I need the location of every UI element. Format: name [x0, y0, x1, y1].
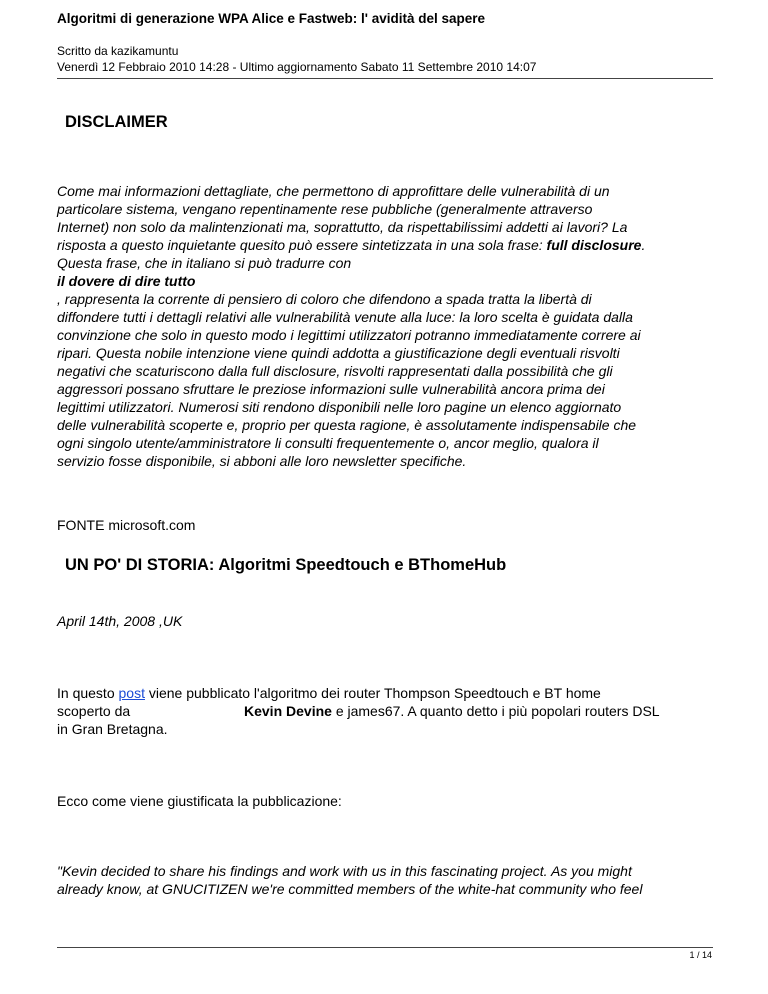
kevin-devine: Kevin Devine: [244, 703, 332, 719]
disclaimer-text: risposta a questo inquietante quesito può essere sintetizzata in una sola frase:: [57, 237, 547, 253]
post-link[interactable]: post: [118, 685, 145, 701]
post-line: [57, 684, 601, 702]
source-note: FONTE microsoft.com: [57, 517, 196, 533]
disclaimer-line: ripari. Questa nobile intenzione viene quindi addotta a giustificazione degli eventuali risvolti: [57, 345, 620, 361]
justification-text: Ecco come viene giustificata la pubblicazione:: [57, 793, 342, 809]
disclaimer-heading: DISCLAIMER: [65, 113, 168, 131]
post-line: in Gran Bretagna.: [57, 721, 168, 737]
period: .: [641, 237, 646, 253]
full-disclosure-term: full disclosure: [546, 237, 642, 253]
page-title: Algoritmi di generazione WPA Alice e Fastweb: l' avidità del sapere: [57, 11, 486, 26]
disclaimer-line: [57, 236, 717, 254]
disclaimer-line: aggressori possano sfruttare le preziose informazioni sulle vulnerabilità ancora prima dei: [57, 381, 605, 397]
storia-heading: UN PO' DI STORIA: Algoritmi Speedtouch e BThomeHub: [65, 556, 507, 574]
footer-divider: [57, 947, 713, 948]
disclaimer-line: Come mai informazioni dettagliate, che permettono di approfittare delle vulnerabilità di un: [57, 183, 610, 199]
post-intro: In questo: [57, 685, 119, 701]
disclaimer-line: particolare sistema, vengano repentinamente rese pubbliche (generalmente attraverso: [57, 201, 593, 217]
disclaimer-line: , rappresenta la corrente di pensiero di coloro che difendono a spada tratta la libertà di: [57, 291, 592, 307]
disclaimer-line: Internet) non solo da malintenzionati ma, soprattutto, da rispettabilissimi addetti ai lavori? La: [57, 219, 628, 235]
date-line: Venerdì 12 Febbraio 2010 14:28 - Ultimo aggiornamento Sabato 11 Settembre 2010 14:07: [57, 60, 537, 74]
post-rest: e james67. A quanto detto i più popolari routers DSL: [331, 703, 660, 719]
quote-paragraph: [57, 862, 717, 898]
quote-line: already know, at GNUCITIZEN we're committed members of the white-hat community who feel: [57, 881, 643, 897]
disclaimer-paragraph: [57, 182, 717, 470]
disclaimer-line: convinzione che solo in questo modo i legittimi utilizzatori potranno immediatamente correre ai: [57, 327, 641, 343]
disclaimer-line: legittimi utilizzatori. Numerosi siti rendono disponibili nelle loro pagine un elenco aggiornato: [57, 399, 622, 415]
dovere-di-dire-tutto: il dovere di dire tutto: [57, 273, 196, 289]
disclaimer-line: diffondere tutti i dettagli relativi alle vulnerabilità venute alla luce: la loro scelta è guidata dalla: [57, 309, 633, 325]
storia-date: April 14th, 2008 ,UK: [57, 613, 183, 629]
post-line: [244, 702, 660, 720]
post-line: scoperto da: [57, 703, 131, 719]
header-divider: [57, 78, 713, 79]
disclaimer-line: Questa frase, che in italiano si può tradurre con: [57, 255, 352, 271]
disclaimer-line: ogni singolo utente/amministratore li consulti frequentemente o, ancor meglio, qualora il: [57, 435, 599, 451]
post-rest: viene pubblicato l'algoritmo dei router Thompson Speedtouch e BT home: [144, 685, 601, 701]
disclaimer-line: servizio fosse disponibile, si abboni alle loro newsletter specifiche.: [57, 453, 467, 469]
quote-line: "Kevin decided to share his findings and work with us in this fascinating project. As you might: [57, 863, 632, 879]
disclaimer-line: negativi che scaturiscono dalla full disclosure, risvolti rappresentati dalla possibilità che gli: [57, 363, 613, 379]
page-number: 1 / 14: [689, 950, 712, 960]
disclaimer-line: delle vulnerabilità scoperte e, proprio per questa ragione, è assolutamente indispensabile che: [57, 417, 637, 433]
author-line: Scritto da kazikamuntu: [57, 44, 179, 58]
